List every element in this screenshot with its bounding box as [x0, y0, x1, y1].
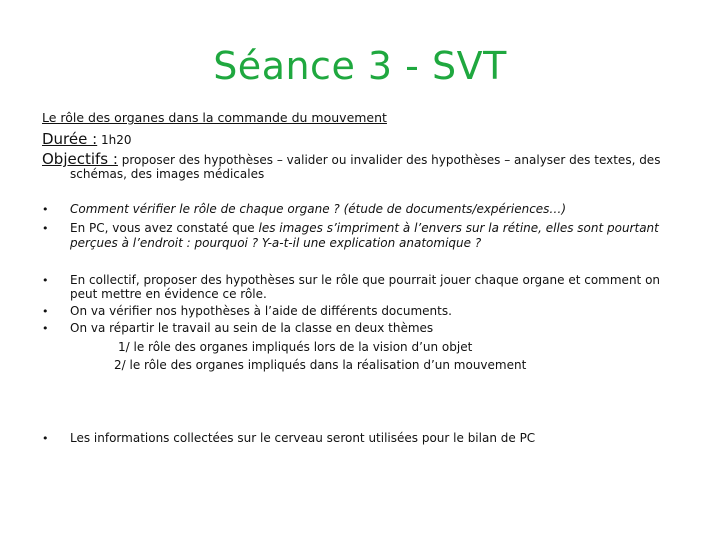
- slide-subtitle: Le rôle des organes dans la commande du mouvement: [42, 110, 387, 125]
- bullet-marker: •: [42, 203, 49, 216]
- objectifs-line: [42, 150, 660, 168]
- bullet-text: En collectif, proposer des hypothèses sur le rôle que pourrait jouer chaque organe et comment on: [70, 273, 661, 287]
- bullet-marker: •: [42, 305, 49, 318]
- bullet-marker: •: [42, 222, 49, 235]
- objectifs-label: Objectifs :: [42, 150, 118, 168]
- bullet-text: On va vérifier nos hypothèses à l’aide de différents documents.: [70, 304, 452, 318]
- bullet-text: [70, 221, 710, 236]
- slide-title: Séance 3 - SVT: [213, 44, 507, 88]
- bullet-text-cont: peut mettre en évidence ce rôle.: [70, 287, 267, 301]
- bullet-text-italic: les images s’impriment à l’envers sur la rétine, elles sont pourtant: [258, 221, 659, 235]
- objectifs-text: proposer des hypothèses – valider ou invalider des hypothèses – analyser des textes, des: [117, 153, 661, 167]
- bullet-marker: •: [42, 322, 49, 335]
- theme-line-1: 1/ le rôle des organes impliqués lors de la vision d’un objet: [118, 340, 473, 354]
- theme-line-2: 2/ le rôle des organes impliqués dans la réalisation d’un mouvement: [114, 358, 527, 372]
- bullet-text: Comment vérifier le rôle de chaque organe ? (étude de documents/expériences…): [70, 202, 567, 216]
- bullet-text-cont: perçues à l’endroit : pourquoi ? Y-a-t-il une explication anatomique ?: [70, 236, 482, 250]
- bullet-text: Les informations collectées sur le cerveau seront utilisées pour le bilan de PC: [70, 431, 536, 445]
- duree-value: 1h20: [97, 133, 132, 147]
- objectifs-text-cont: schémas, des images médicales: [70, 167, 265, 181]
- bullet-text-plain: En PC, vous avez constaté que: [70, 221, 259, 235]
- duree-line: [42, 130, 132, 148]
- duree-label: Durée :: [42, 130, 98, 148]
- bullet-text: On va répartir le travail au sein de la classe en deux thèmes: [70, 321, 434, 335]
- bullet-marker: •: [42, 274, 49, 287]
- bullet-marker: •: [42, 432, 49, 445]
